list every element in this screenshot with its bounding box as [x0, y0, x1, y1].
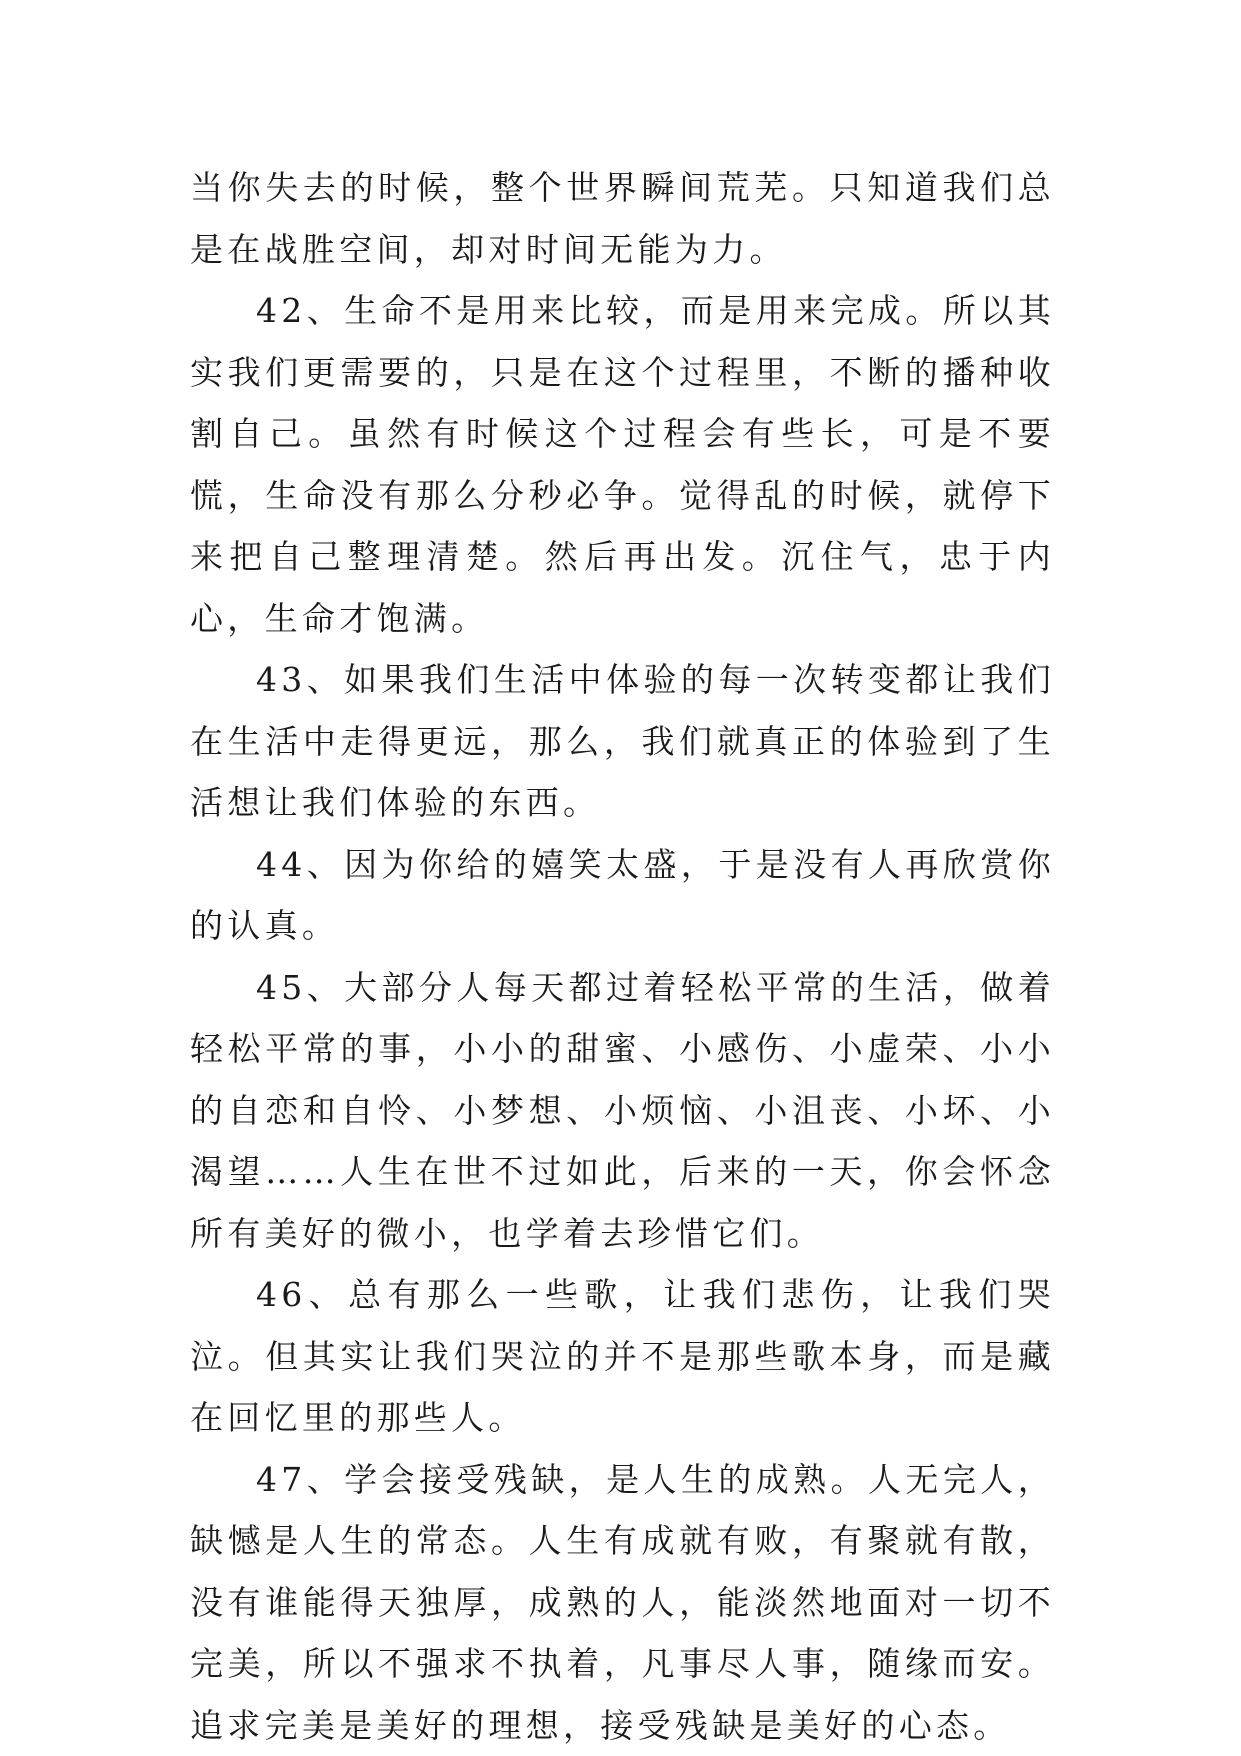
paragraph-45: 45、大部分人每天都过着轻松平常的生活，做着轻松平常的事，小小的甜蜜、小感伤、小虚荣、小小的自恋和自怜、小梦想、小烦恼、小沮丧、小坏、小渴望……人生在世不过如此，后来的一天，你会怀念所有美好的微小，也学着去珍惜它们。	[190, 957, 1055, 1265]
paragraph-46: 46、总有那么一些歌，让我们悲伤，让我们哭泣。但其实让我们哭泣的并不是那些歌本身，而是藏在回忆里的那些人。	[190, 1264, 1055, 1449]
paragraph-43: 43、如果我们生活中体验的每一次转变都让我们在生活中走得更远，那么，我们就真正的体验到了生活想让我们体验的东西。	[190, 649, 1055, 834]
paragraph-47: 47、学会接受残缺，是人生的成熟。人无完人，缺憾是人生的常态。人生有成就有败，有聚就有散，没有谁能得天独厚，成熟的人，能淡然地面对一切不完美，所以不强求不执着，凡事尽人事，随缘而安。追求完美是美好的理想，接受残缺是美好的心态。	[190, 1449, 1055, 1756]
paragraph-42: 42、生命不是用来比较，而是用来完成。所以其实我们更需要的，只是在这个过程里，不断的播种收割自己。虽然有时候这个过程会有些长，可是不要慌，生命没有那么分秒必争。觉得乱的时候，就停下来把自己整理清楚。然后再出发。沉住气，忠于内心，生命才饱满。	[190, 280, 1055, 649]
document-body	[190, 157, 1055, 1756]
paragraph-continued: 当你失去的时候，整个世界瞬间荒芜。只知道我们总是在战胜空间，却对时间无能为力。	[190, 157, 1055, 280]
paragraph-44: 44、因为你给的嬉笑太盛，于是没有人再欣赏你的认真。	[190, 834, 1055, 957]
